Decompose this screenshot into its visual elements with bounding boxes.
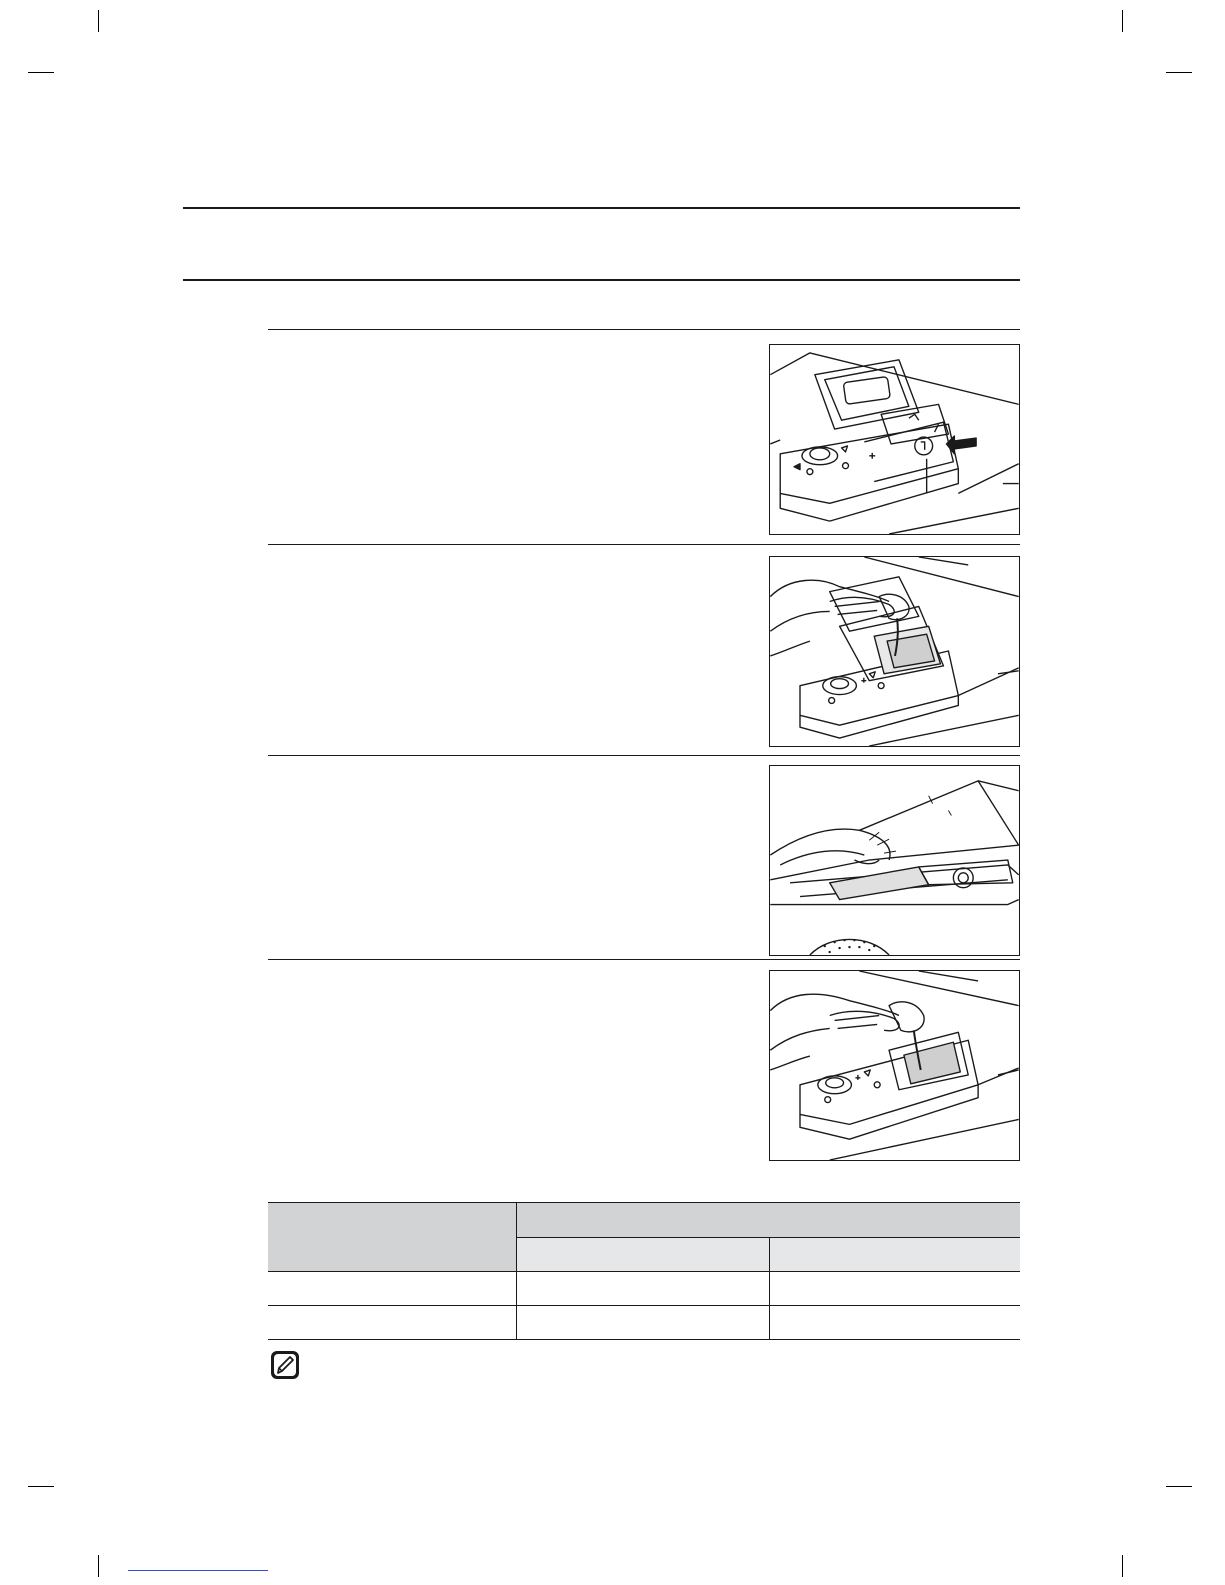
step-divider [268,544,1020,545]
crop-mark [28,1486,54,1487]
table-cell [770,1306,1021,1340]
crop-mark [28,72,54,73]
table-row [268,1272,1020,1306]
step-text [268,970,748,1150]
table-cell [268,1272,517,1306]
step-divider [268,755,1020,756]
crop-mark [1166,1486,1192,1487]
dosage-table [268,1202,1020,1340]
pouring-detergent-icon [769,970,1020,1161]
crop-mark [1166,72,1192,73]
crop-mark [98,1555,99,1577]
section-bottom-rule [183,279,1020,281]
crop-mark [1122,1555,1123,1577]
table-cell [517,1272,770,1306]
table-header-group [517,1203,1021,1238]
pouring-rinse-aid-icon [769,556,1020,747]
detergent-dispenser-open-lid-icon [769,344,1020,535]
note-pencil-icon [270,1350,300,1380]
crop-mark [98,10,99,32]
note-text [312,1355,1012,1379]
table-subheader-cell [770,1237,1021,1272]
step-divider [268,329,1020,330]
closing-dispenser-lid-icon [769,765,1020,956]
table-cell [268,1306,517,1340]
table-row [268,1306,1020,1340]
step-text [268,340,748,520]
section-top-rule [183,207,1020,209]
table-header-cell [268,1203,517,1272]
footer-link-underline [128,1570,268,1571]
step-divider [268,959,1020,960]
table-subheader-cell [517,1237,770,1272]
step-text [268,766,748,946]
section-title [183,222,1020,262]
crop-mark [1122,10,1123,32]
table-cell [517,1306,770,1340]
table-cell [770,1272,1021,1306]
step-text [268,556,748,736]
